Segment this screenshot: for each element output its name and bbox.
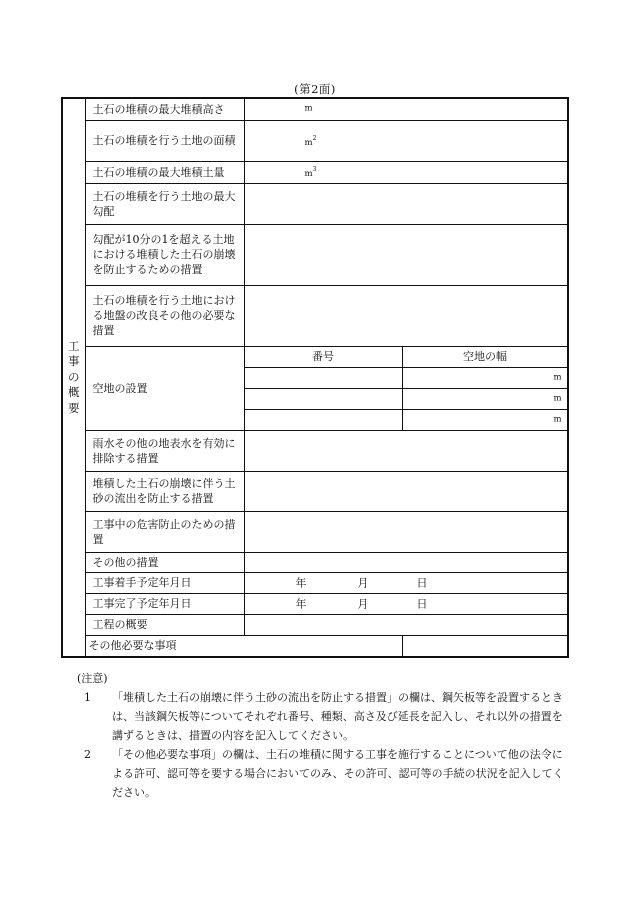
input-other-matters[interactable] — [402, 635, 568, 657]
input-collapse-prevention[interactable] — [244, 471, 568, 511]
header-space-width: 空地の幅 — [402, 346, 568, 367]
header-number: 番号 — [244, 346, 402, 367]
input-open-space-width[interactable] — [402, 409, 568, 430]
label-max-slope: 土石の堆積を行う土地の最大勾配 — [85, 183, 244, 224]
input-open-space-number[interactable] — [244, 388, 402, 409]
input-start-date[interactable] — [244, 572, 568, 593]
label-max-volume: 土石の堆積の最大堆積土量 — [85, 161, 244, 183]
construction-overview-table — [61, 97, 569, 658]
page-label: (第2面) — [294, 82, 336, 96]
notes-title: (注意) — [77, 672, 108, 685]
label-hazard-prevention: 工事中の危害防止のための措置 — [85, 511, 244, 552]
day-label: 日 — [416, 576, 428, 589]
day-label: 日 — [416, 597, 428, 610]
year-label: 年 — [295, 576, 307, 589]
note-item — [72, 688, 572, 745]
input-max-slope[interactable] — [244, 183, 568, 224]
input-process[interactable] — [244, 614, 568, 635]
input-open-space-number[interactable] — [244, 367, 402, 388]
input-max-height[interactable] — [244, 98, 568, 120]
input-open-space-width[interactable] — [402, 367, 568, 388]
unit-m3: m — [304, 169, 313, 179]
label-collapse-prevention: 堆積した土石の崩壊に伴う土砂の流出を防止する措置 — [85, 471, 244, 511]
input-slope-measure[interactable] — [244, 224, 568, 285]
label-ground-improvement: 土石の堆積を行う土地における地盤の改良その他の必要な措置 — [85, 285, 244, 346]
note-number: 1 — [84, 691, 91, 704]
input-hazard-prevention[interactable] — [244, 511, 568, 552]
unit-m2: m — [304, 137, 313, 148]
label-other-measures: その他の措置 — [85, 552, 244, 572]
month-label: 月 — [357, 597, 369, 610]
note-item — [72, 745, 572, 802]
unit-m: m — [553, 393, 562, 403]
input-drainage[interactable] — [244, 430, 568, 471]
note-text: 「その他必要な事項」の欄は、土石の堆積に関する工事を施行することについて他の法令による許可、認可等を要する場合においてのみ、その許可、認可等の手続の状況を記入してください。 — [112, 748, 564, 799]
label-end-date: 工事完了予定年月日 — [85, 593, 244, 614]
input-open-space-width[interactable] — [402, 388, 568, 409]
input-max-volume[interactable]: $m^3$ — [244, 161, 568, 183]
unit-m: m — [553, 414, 562, 424]
label-process: 工程の概要 — [85, 614, 244, 635]
note-number: 2 — [84, 748, 91, 761]
year-label: 年 — [295, 597, 307, 610]
label-other-matters: その他必要な事項 — [85, 635, 402, 657]
input-ground-improvement[interactable] — [244, 285, 568, 346]
month-label: 月 — [357, 576, 369, 589]
input-open-space-number[interactable] — [244, 409, 402, 430]
label-area: 土石の堆積を行う土地の面積 — [85, 120, 244, 161]
label-drainage: 雨水その他の地表水を有効に排除する措置 — [85, 430, 244, 471]
input-other-measures[interactable] — [244, 552, 568, 572]
input-area[interactable]: $m^2$ — [244, 120, 568, 161]
unit-m: m — [304, 103, 313, 114]
input-end-date[interactable] — [244, 593, 568, 614]
note-text: 「堆積した土石の崩壊に伴う土砂の流出を防止する措置」の欄は、鋼矢板等を設置するときは、当該鋼矢板等についてそれぞれ番号、種類、高さ及び延長を記入し、それ以外の措置を講ずるときは、措置の内容を記入してください。 — [112, 691, 563, 742]
notes-section — [72, 669, 572, 802]
side-label-construction-overview: 工 事 の 概 要 — [62, 98, 85, 657]
label-open-space: 空地の設置 — [85, 346, 244, 430]
label-start-date: 工事着手予定年月日 — [85, 572, 244, 593]
label-max-height: 土石の堆積の最大堆積高さ — [85, 98, 244, 120]
unit-m: m — [553, 372, 562, 382]
label-slope-measure: 勾配が10分の1を超える土地における堆積した土石の崩壊を防止するための措置 — [85, 224, 244, 285]
